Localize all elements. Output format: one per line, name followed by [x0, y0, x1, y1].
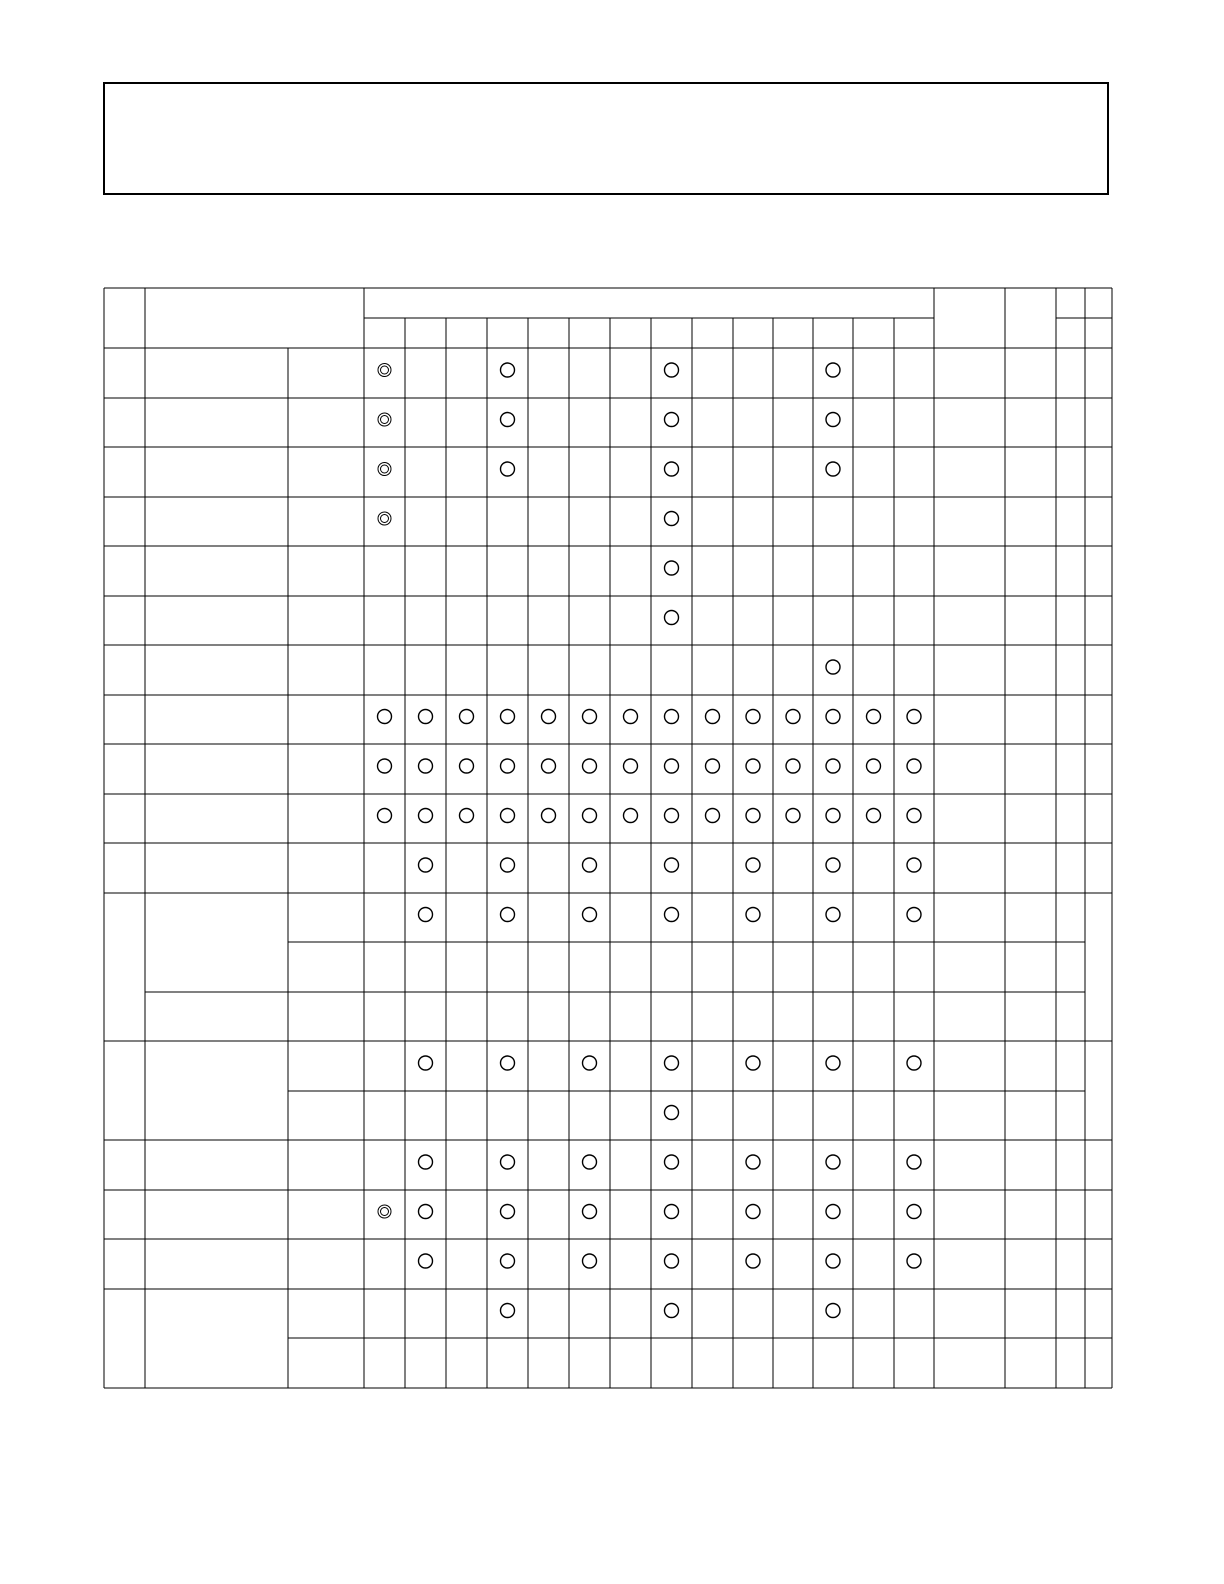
circle-mark — [706, 710, 720, 724]
circle-mark — [826, 809, 840, 823]
circle-mark — [501, 1254, 515, 1268]
circle-mark — [665, 908, 679, 922]
circle-mark — [583, 710, 597, 724]
circle-mark — [460, 809, 474, 823]
circle-mark — [665, 809, 679, 823]
circle-mark — [907, 1254, 921, 1268]
circle-mark — [665, 512, 679, 526]
circle-mark — [583, 1254, 597, 1268]
circle-mark — [501, 462, 515, 476]
circle-mark — [583, 1205, 597, 1219]
circle-mark — [826, 1056, 840, 1070]
grid-lines — [104, 288, 1112, 1388]
circle-mark — [665, 1155, 679, 1169]
circle-mark — [746, 1205, 760, 1219]
circle-mark — [665, 710, 679, 724]
double-circle-mark — [378, 463, 391, 476]
circle-mark — [665, 363, 679, 377]
circle-mark — [665, 1304, 679, 1318]
circle-mark — [583, 1056, 597, 1070]
grid-marks — [378, 363, 922, 1318]
circle-mark — [419, 1155, 433, 1169]
circle-mark — [826, 1205, 840, 1219]
circle-mark — [867, 759, 881, 773]
circle-mark — [501, 1205, 515, 1219]
circle-mark — [907, 710, 921, 724]
circle-mark — [501, 1155, 515, 1169]
circle-mark — [665, 759, 679, 773]
circle-mark — [583, 809, 597, 823]
circle-mark — [501, 363, 515, 377]
circle-mark — [746, 908, 760, 922]
circle-mark — [826, 1254, 840, 1268]
circle-mark — [826, 908, 840, 922]
circle-mark — [907, 759, 921, 773]
circle-mark — [786, 759, 800, 773]
circle-mark — [583, 1155, 597, 1169]
circle-mark — [746, 809, 760, 823]
circle-mark — [419, 858, 433, 872]
circle-mark — [501, 413, 515, 427]
circle-mark — [746, 1056, 760, 1070]
circle-mark — [867, 809, 881, 823]
circle-mark — [378, 759, 392, 773]
circle-mark — [746, 759, 760, 773]
double-circle-mark — [378, 413, 391, 426]
circle-mark — [826, 710, 840, 724]
circle-mark — [826, 1155, 840, 1169]
circle-mark — [378, 710, 392, 724]
circle-mark — [624, 809, 638, 823]
circle-mark — [665, 1056, 679, 1070]
circle-mark — [786, 809, 800, 823]
circle-mark — [501, 809, 515, 823]
circle-mark — [706, 759, 720, 773]
circle-mark — [583, 759, 597, 773]
circle-mark — [624, 759, 638, 773]
circle-mark — [501, 908, 515, 922]
circle-mark — [907, 908, 921, 922]
circle-mark — [665, 1205, 679, 1219]
circle-mark — [665, 462, 679, 476]
circle-mark — [542, 759, 556, 773]
circle-mark — [826, 858, 840, 872]
circle-mark — [665, 858, 679, 872]
circle-mark — [826, 660, 840, 674]
circle-mark — [746, 710, 760, 724]
circle-mark — [907, 809, 921, 823]
circle-mark — [419, 809, 433, 823]
circle-mark — [419, 1205, 433, 1219]
circle-mark — [746, 1254, 760, 1268]
double-circle-mark — [378, 512, 391, 525]
circle-mark — [419, 710, 433, 724]
circle-mark — [907, 858, 921, 872]
circle-mark — [826, 1304, 840, 1318]
circle-mark — [665, 1254, 679, 1268]
circle-mark — [542, 809, 556, 823]
circle-mark — [501, 710, 515, 724]
circle-mark — [907, 1056, 921, 1070]
circle-mark — [583, 858, 597, 872]
circle-mark — [501, 1056, 515, 1070]
circle-mark — [501, 759, 515, 773]
circle-mark — [665, 611, 679, 625]
circle-mark — [826, 759, 840, 773]
circle-mark — [501, 1304, 515, 1318]
circle-mark — [419, 759, 433, 773]
circle-mark — [460, 710, 474, 724]
circle-mark — [419, 1056, 433, 1070]
circle-mark — [665, 413, 679, 427]
circle-mark — [786, 710, 800, 724]
circle-mark — [746, 858, 760, 872]
circle-mark — [501, 858, 515, 872]
circle-mark — [583, 908, 597, 922]
circle-mark — [826, 462, 840, 476]
circle-mark — [665, 1106, 679, 1120]
circle-mark — [826, 413, 840, 427]
circle-mark — [867, 710, 881, 724]
circle-mark — [378, 809, 392, 823]
circle-mark — [826, 363, 840, 377]
circle-mark — [624, 710, 638, 724]
circle-mark — [746, 1155, 760, 1169]
circle-mark — [706, 809, 720, 823]
circle-mark — [907, 1205, 921, 1219]
double-circle-mark — [378, 1205, 391, 1218]
double-circle-mark — [378, 364, 391, 377]
circle-mark — [542, 710, 556, 724]
circle-mark — [419, 1254, 433, 1268]
circle-mark — [419, 908, 433, 922]
circle-mark — [460, 759, 474, 773]
circle-mark — [665, 561, 679, 575]
circle-mark — [907, 1155, 921, 1169]
